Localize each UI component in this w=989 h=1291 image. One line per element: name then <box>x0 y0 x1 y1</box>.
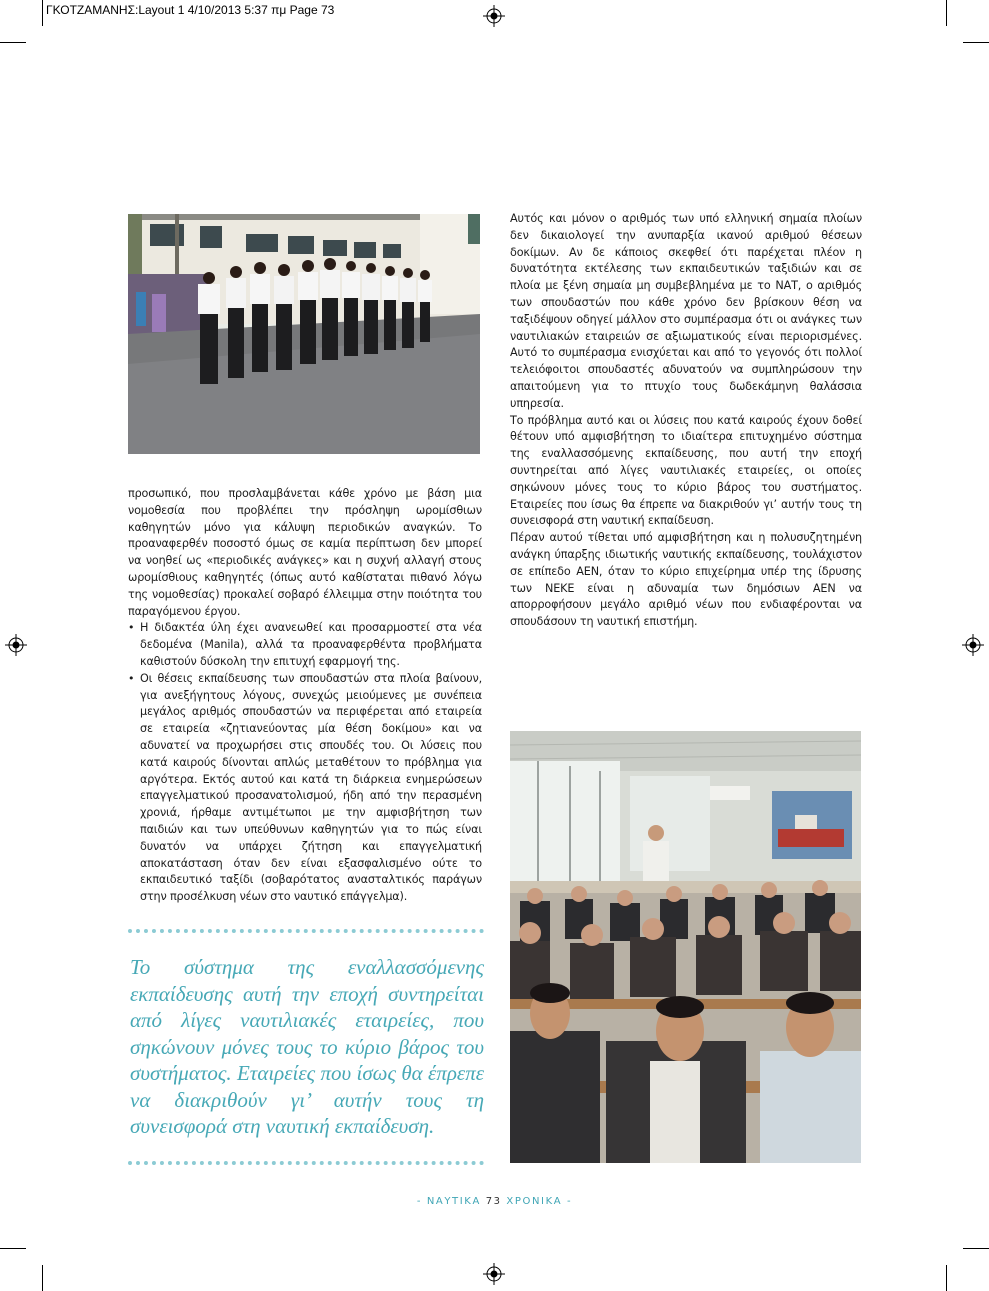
crop-mark <box>42 0 43 26</box>
pull-quote-top-rule <box>128 929 484 933</box>
photo-classroom <box>510 731 861 1163</box>
crop-mark <box>0 42 26 43</box>
bullet-item: • Η διδακτέα ύλη έχει ανανεωθεί και προσαρμοστεί στα νέα δεδομένα (Manila), αλλά τα προαναφερθέντα προβλήματα καθιστούν δύσκολη την επιτυχή εφαρμογή της. <box>128 620 482 670</box>
right-paragraph: Πέραν αυτού τίθεται υπό αμφισβήτηση και η πολυσυζητημένη ανάγκη ύπαρξης ιδιωτικής ναυτικής εκπαίδευσης, τουλάχιστον σε επίπεδο ΑΕΝ, όταν το κύριο επιχείρημα υπέρ της ίδρυσης των ΝΕΚΕ είναι η αδυναμία των δημόσιων ΑΕΝ να απορροφήσουν μεγάλο αριθμό νέων που ενδιαφέρονται να σπουδάσουν τη ναυτική επιστήμη. <box>510 531 862 629</box>
page-number: 73 <box>485 1196 502 1207</box>
crop-mark <box>963 42 989 43</box>
right-paragraph: Αυτός και μόνον ο αριθμός των υπό ελληνική σημαία πλοίων δεν δικαιολογεί την ανυπαρξία ικανού αριθμού θέσεων δοκίμων. Αν δε κάποιος σκεφθεί ότι παρέχεται πλέον η δυνατότητα εκτέλεσης των εκπαιδευτικών ταξιδιών και σε πλοία με ξένη σημαία μη συμβεβλημένα με το ΝΑΤ, ο αριθμός των σπουδαστών που κάθε χρόνο δεν βρίσκουν θέση να ταξιδέψουν οδηγεί μάλλον στο συμπέρασμα ότι οι ανάγκες των ναυτιλιακών εταιρειών σε αξιωματικούς είναι περιορισμένες. Αυτό το συμπέρασμα ενισχύεται και από το γεγονός ότι πολλοί τελειόφοιτοι σπουδαστές αδυνατούν να συμπληρώσουν την απαιτούμενη για το πτυχίο τους δωδεκάμηνη θαλάσσια υπηρεσία. <box>510 212 862 410</box>
left-intro-paragraph: προσωπικό, που προσλαμβάνεται κάθε χρόνο με βάση μια νομοθεσία που προβλέπει την πρόσληψη ωρομίσθιων καθηγητών μόνο για κάλυψη περιοδικών αναγκών. Το προαναφερθέν ποσοστό όμως σε καμία περίπτωση δεν μπορεί να νοηθεί ως «περιοδικές ανάγκες» και η συχνή αλλαγή στους ωρομίσθιους καθηγητές (όπως αυτό καθίσταται πιθανό λόγω της νομοθεσίας) προκαλεί σοβαρό έλλειμμα στην ποιότητα του παραγόμενου έργου. <box>128 487 482 618</box>
crop-mark <box>946 1265 947 1291</box>
pull-quote: Το σύστημα της εναλλασσόμενης εκπαίδευσης αυτή την εποχή συντηρείται από λίγες ναυτιλιακές εταιρείες, που σηκώνουν μόνες τους το κύριο βάρος του συστήματος. Εταιρείες που ίσως θα έπρεπε να διακριθούν γι’ αυτήν τους τη συνεισφορά στη ναυτική εκπαίδευση. <box>130 955 484 1138</box>
registration-mark-icon <box>962 634 984 656</box>
right-paragraph: Το πρόβλημα αυτό και οι λύσεις που κατά καιρούς έχουν δοθεί θέτουν υπό αμφισβήτηση το ιδιαίτερα επιτυχημένο σύστημα της εναλλασσόμενης εκπαίδευσης, που αυτή την εποχή συντηρείται από λίγες ναυτιλιακές εταιρείες, οι οποίες σηκώνουν μόνες τους το κύριο βάρος του συστήματος. Εταιρείες που ίσως θα έπρεπε να διακριθούν γι’ αυτήν τους τη συνεισφορά στη ναυτική εκπαίδευση. <box>510 413 862 528</box>
left-column <box>128 486 482 906</box>
crop-mark <box>946 0 947 26</box>
registration-mark-icon <box>483 5 505 27</box>
registration-mark-icon <box>5 634 27 656</box>
left-bullet-list <box>128 620 482 906</box>
bullet-item: • Οι θέσεις εκπαίδευσης των σπουδαστών στα πλοία βαίνουν, για ανεξήγητους λόγους, συνεχώς μειούμενες με συνέπεια μεγάλος αριθμός σπουδαστών να περιφέρεται από εταιρεία σε εταιρεία «ζητιανεύοντας μία θέση δοκίμου» και να αδυνατεί να προχωρήσει στις σπουδές του. Οι λύσεις που κατά καιρούς δίνονται απλώς μεταθέτουν το πρόβλημα για αργότερα. Εκτός αυτού και κατά τη διάρκεια ενημερώσεων επαγγελματικού προσανατολισμού, ήδη από την περασμένη χρονιά, ήρθαμε αντιμέτωποι με την αμφισβήτηση των παιδιών και των υπεύθυνων καθηγητών για το πώς είναι δυνατόν να υπάρχει ζήτηση και επαγγελματική αποκατάσταση όταν δεν είναι εξασφαλισμένο ούτε το εκπαιδευτικό ταξίδι (σοβαρότατος ανασταλτικός παράγων στην προσέλκυση νέων στο ναυτικό επάγγελμα). <box>128 671 482 906</box>
photo-students-parade <box>128 214 480 454</box>
crop-mark <box>42 1265 43 1291</box>
registration-mark-icon <box>483 1263 505 1285</box>
magazine-name-left: ΝΑΥΤΙΚΑ <box>426 1196 481 1207</box>
crop-mark <box>963 1248 989 1249</box>
right-column <box>510 211 862 631</box>
pull-quote-bottom-rule <box>128 1161 484 1165</box>
footer-dash: - <box>416 1196 423 1207</box>
crop-mark <box>0 1248 26 1249</box>
magazine-name-right: ΧΡΟΝΙΚΑ <box>506 1196 563 1207</box>
page-footer <box>0 1196 989 1207</box>
footer-dash: - <box>566 1196 573 1207</box>
print-slug: ΓΚΟΤΖΑΜΑΝΗΣ:Layout 1 4/10/2013 5:37 πμ Page 73 <box>46 3 335 17</box>
